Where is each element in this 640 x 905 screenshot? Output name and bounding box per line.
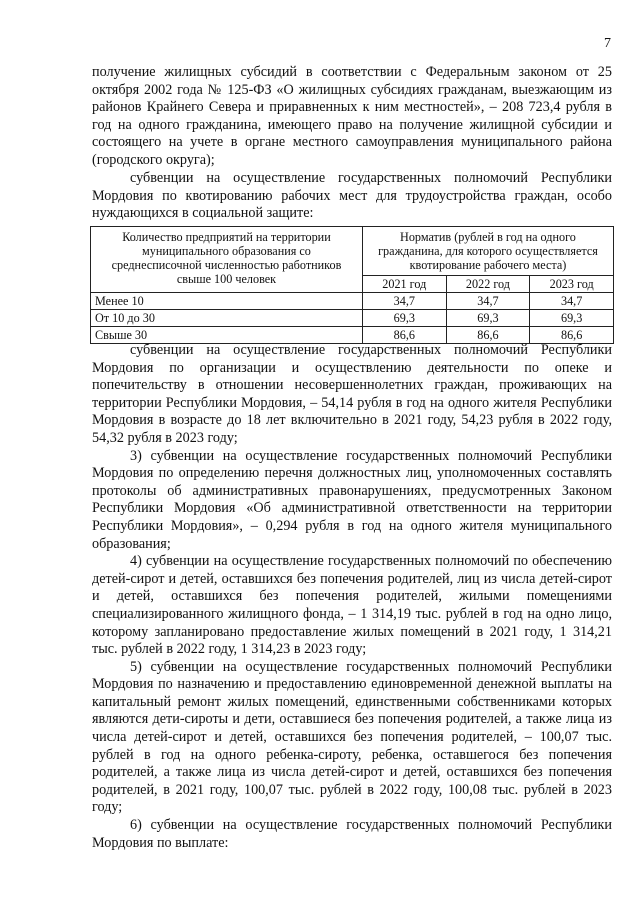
table-header-norm: Норматив (рублей в год на одного гражданина, для которого осуществляется квотирование рабочего места) — [362, 227, 613, 276]
table-cell-value: 69,3 — [446, 310, 530, 327]
paragraph-text: субвенции на осуществление государственных полномочий Республики Мордовия по квотированию рабочих мест для трудоустройства граждан, особо нуждающихся в социальной защите: — [92, 170, 612, 222]
table-cell-value: 34,7 — [446, 293, 530, 310]
paragraph-list — [92, 342, 612, 852]
paragraph-housing-subsidy — [92, 64, 612, 170]
table-cell-value: 69,3 — [362, 310, 446, 327]
table-year: 2021 год — [362, 276, 446, 293]
table-header-row — [91, 227, 614, 276]
table-row — [91, 327, 614, 344]
paragraph-text: получение жилищных субсидий в соответствии с Федеральным законом от 25 октября 2002 года № 125-ФЗ «О жилищных субсидиях гражданам, выезжающим из районов Крайнего Севера и приравненных к ним местностей», – 208 723,4 рубля в год на одного гражданина, имеющего право на получение жилищной субсидии и состоящего на учете в органе местного самоуправления муниципального района (городского округа); — [92, 64, 612, 168]
table-row — [91, 310, 614, 327]
paragraph-item-6: 6) субвенции на осуществление государственных полномочий Республики Мордовия по выплате: — [92, 817, 612, 851]
table-cell-value: 69,3 — [530, 310, 614, 327]
quota-table — [90, 226, 614, 344]
table-cell-value: 86,6 — [446, 327, 530, 344]
table-cell-value: 86,6 — [530, 327, 614, 344]
table-header-enterprises: Количество предприятий на территории муниципального образования со среднесписочной численностью работников свыше 100 человек — [91, 227, 363, 293]
table-cell-value: 86,6 — [362, 327, 446, 344]
paragraph-guardianship: субвенции на осуществление государственных полномочий Республики Мордовия по организации и осуществлению деятельности по опеке и попечительству в отношении несовершеннолетних граждан, проживающих на территории Республики Мордовия, – 54,14 рубля в год на одного жителя Республики Мордовия в возрасте до 18 лет включительно в 2021 году, 54,23 рубля в 2022 году, 54,32 рубля в 2023 году; — [92, 342, 612, 446]
table-cell-category: Менее 10 — [91, 293, 363, 310]
table-row — [91, 293, 614, 310]
table-year: 2023 год — [530, 276, 614, 293]
table-cell-value: 34,7 — [362, 293, 446, 310]
table-cell-category: От 10 до 30 — [91, 310, 363, 327]
table-cell-category: Свыше 30 — [91, 327, 363, 344]
page-number: 7 — [604, 36, 611, 51]
paragraph-item-3: 3) субвенции на осуществление государственных полномочий Республики Мордовия по определению перечня должностных лиц, уполномоченных составлять протоколы об административных правонарушениях, предусмотренных Законом Республики Мордовия «Об административной ответственности на территории Республики Мордовия», – 0,294 рубля в год на одного жителя муниципального образования; — [92, 447, 612, 552]
paragraph-item-5: 5) субвенции на осуществление государственных полномочий Республики Мордовия по назначению и предоставлению единовременной денежной выплаты на капитальный ремонт жилых помещений, единственными собственниками которых являются дети-сироты и дети, оставшиеся без попечения родителей, а также лица из числа детей-сирот и детей, оставшихся без попечения родителей, – 100,07 тыс. рублей в год на одного ребенка-сироту, ребенка, оставшегося без попечения родителей, а также лица из числа детей-сирот и детей, оставшихся без попечения родителей, в 2021 году, 100,07 тыс. рублей в 2022 году, 100,08 тыс. рублей в 2023 году; — [92, 658, 612, 816]
paragraph-job-quota — [92, 170, 612, 223]
paragraph-item-4: 4) субвенции на осуществление государственных полномочий по обеспечению детей-сирот и детей, оставшихся без попечения родителей, лиц из числа детей-сирот и детей, оставшихся без попечения родителей, жилыми помещениями специализированного жилищного фонда, – 1 314,19 тыс. рублей в год на одно лицо, которому запланировано предоставление жилых помещений в 2021 году, 1 314,21 тыс. рублей в 2022 году, 1 314,23 в 2023 году; — [92, 553, 612, 658]
table-year: 2022 год — [446, 276, 530, 293]
table-cell-value: 34,7 — [530, 293, 614, 310]
